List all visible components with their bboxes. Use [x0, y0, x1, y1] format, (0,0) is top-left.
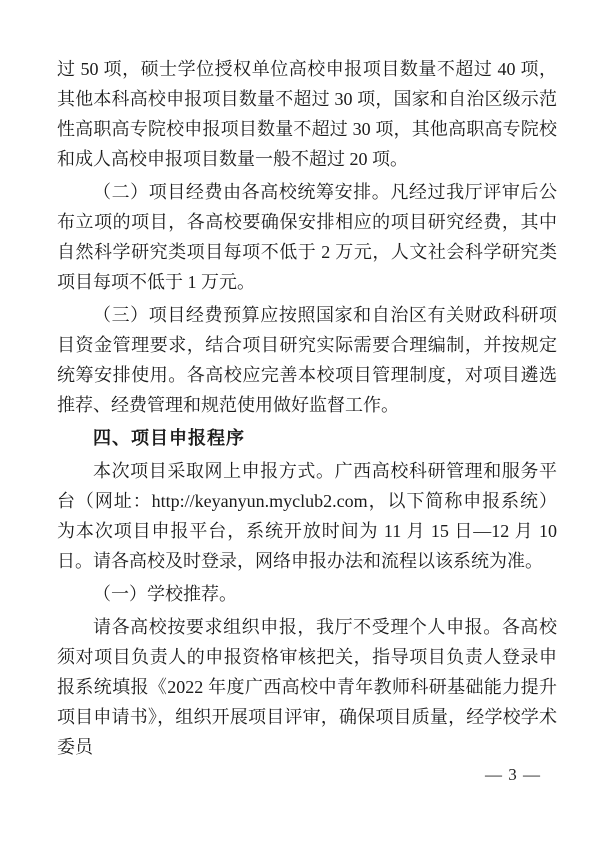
- paragraph-online-platform: 本次项目采取网上申报方式。广西高校科研管理和服务平台（网址：http://keyanyun.myclub2.com，以下简称申报系统）为本次项目申报平台，系统开放时间为 11 月 15 日—12 月 10 日。请各高校及时登录，网络申报办法和流程以该系统为准。: [57, 461, 557, 571]
- section-heading-application-procedure: 四、项目申报程序: [93, 428, 245, 448]
- paragraph-funding-arrangement: （二）项目经费由各高校统筹安排。凡经过我厅评审后公布立项的项目，各高校要确保安排相应的项目研究经费，其中自然科学研究类项目每项不低于 2 万元，人文社会科学研究类项目每项不低于 1 万元。: [57, 182, 557, 292]
- page-number: — 3 —: [485, 765, 541, 784]
- paragraph-school-recommendation-detail: 请各高校按要求组织申报，我厅不受理个人申报。各高校须对项目负责人的申报资格审核把关，指导项目负责人登录申报系统填报《2022 年度广西高校中青年教师科研基础能力提升项目申请书》，组织开展项目评审，确保项目质量，经学校学术委员: [57, 617, 557, 757]
- paragraph-school-recommendation-title: （一）学校推荐。: [93, 584, 237, 604]
- document-page-body: [57, 54, 557, 762]
- paragraph-budget-management: （三）项目经费预算应按照国家和自治区有关财政科研项目资金管理要求，结合项目研究实际需要合理编制，并按规定统筹安排使用。各高校应完善本校项目管理制度，对项目遴选推荐、经费管理和规范使用做好监督工作。: [57, 305, 557, 415]
- paragraph-continuation: 过 50 项，硕士学位授权单位高校申报项目数量不超过 40 项，其他本科高校申报项目数量不超过 30 项，国家和自治区级示范性高职高专院校申报项目数量不超过 30 项，其他高职高专院校和成人高校申报项目数量一般不超过 20 项。: [57, 59, 557, 169]
